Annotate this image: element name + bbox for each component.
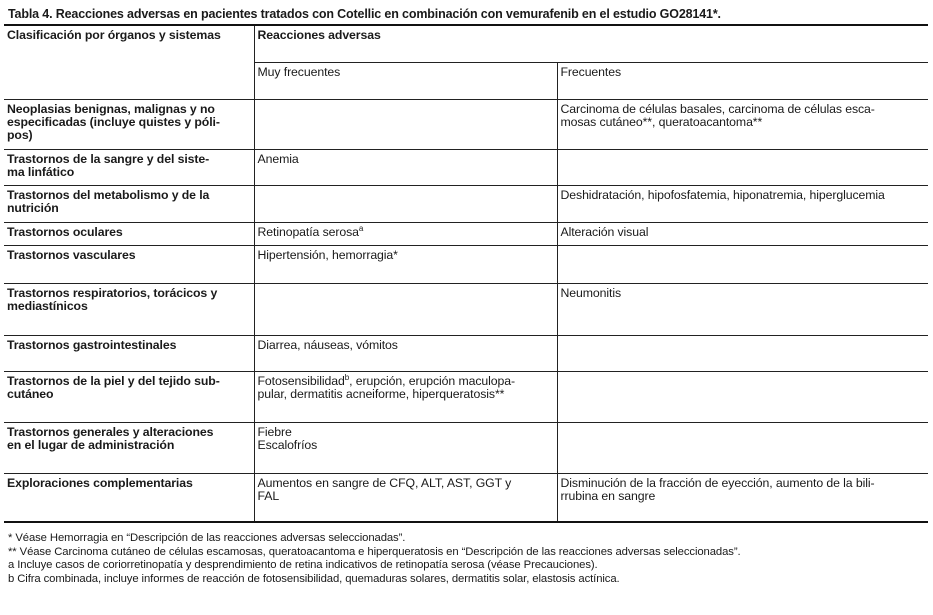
document xyxy=(4,7,928,586)
row-category: Trastornos vasculares xyxy=(4,245,254,283)
row-category: Trastornos del metabolismo y de la nutrición xyxy=(4,185,254,222)
table-row xyxy=(4,283,928,335)
header-adverse-reactions: Reacciones adversas xyxy=(254,25,928,62)
row-common: Alteración visual xyxy=(557,222,928,245)
row-very-common xyxy=(254,283,557,335)
row-category: Trastornos gastrointestinales xyxy=(4,335,254,371)
row-common: Carcinoma de células basales, carcinoma de células esca- mosas cutáneo**, queratoacantoma** xyxy=(557,99,928,149)
table-row xyxy=(4,149,928,185)
row-very-common: Fotosensibilidad$^b$, erupción, erupción maculopa- pular, dermatitis acneiforme, hiperqueratosis** xyxy=(254,371,557,422)
row-common xyxy=(557,422,928,473)
footnote: * Véase Hemorragia en “Descripción de las reacciones adversas seleccionadas”. xyxy=(8,532,406,544)
row-category: Trastornos de la sangre y del siste- ma linfático xyxy=(4,149,254,185)
row-very-common xyxy=(254,99,557,149)
table-row xyxy=(4,99,928,149)
table-title: Tabla 4. Reacciones adversas en pacientes tratados con Cotellic en combinación con vemurafenib en el estudio GO28141*. xyxy=(8,7,721,21)
header-common: Frecuentes xyxy=(557,62,928,99)
row-very-common: Anemia xyxy=(254,149,557,185)
row-category: Trastornos generales y alteraciones en el lugar de administración xyxy=(4,422,254,473)
row-common xyxy=(557,335,928,371)
table-row xyxy=(4,245,928,283)
table-row xyxy=(4,335,928,371)
row-common xyxy=(557,371,928,422)
row-common xyxy=(557,245,928,283)
table-row xyxy=(4,222,928,245)
row-common: Deshidratación, hipofosfatemia, hiponatremia, hiperglucemia xyxy=(557,185,928,222)
header-organ-class: Clasificación por órganos y sistemas xyxy=(4,25,254,99)
table-row xyxy=(4,422,928,473)
row-common: Disminución de la fracción de eyección, aumento de la bili- rrubina en sangre xyxy=(557,473,928,522)
header-very-common: Muy frecuentes xyxy=(254,62,557,99)
row-category: Trastornos de la piel y del tejido sub- cutáneo xyxy=(4,371,254,422)
footnote: a Incluye casos de coriorretinopatía y desprendimiento de retina indicativos de retinopatía serosa (véase Precauciones). xyxy=(8,559,598,571)
row-category: Exploraciones complementarias xyxy=(4,473,254,522)
row-very-common xyxy=(254,185,557,222)
row-category: Trastornos oculares xyxy=(4,222,254,245)
row-very-common: Fiebre Escalofríos xyxy=(254,422,557,473)
table-row xyxy=(4,473,928,522)
row-category: Neoplasias benignas, malignas y no especificadas (incluye quistes y póli- pos) xyxy=(4,99,254,149)
row-very-common: Diarrea, náuseas, vómitos xyxy=(254,335,557,371)
row-category: Trastornos respiratorios, torácicos y mediastínicos xyxy=(4,283,254,335)
row-very-common: Retinopatía serosa$^a$ xyxy=(254,222,557,245)
row-very-common: Aumentos en sangre de CFQ, ALT, AST, GGT y FAL xyxy=(254,473,557,522)
table-header-row xyxy=(4,25,928,62)
row-common xyxy=(557,149,928,185)
footnotes xyxy=(4,532,928,586)
table-row xyxy=(4,371,928,422)
table-row xyxy=(4,185,928,222)
footnote: ** Véase Carcinoma cutáneo de células escamosas, queratoacantoma e hiperqueratosis en “Descripción de las reacciones adversas seleccionadas”. xyxy=(8,545,741,558)
row-common: Neumonitis xyxy=(557,283,928,335)
adverse-reactions-table xyxy=(4,24,928,523)
footnote: b Cifra combinada, incluye informes de reacción de fotosensibilidad, quemaduras solares, dermatitis solar, elastosis actínica. xyxy=(8,572,620,585)
row-very-common: Hipertensión, hemorragia* xyxy=(254,245,557,283)
